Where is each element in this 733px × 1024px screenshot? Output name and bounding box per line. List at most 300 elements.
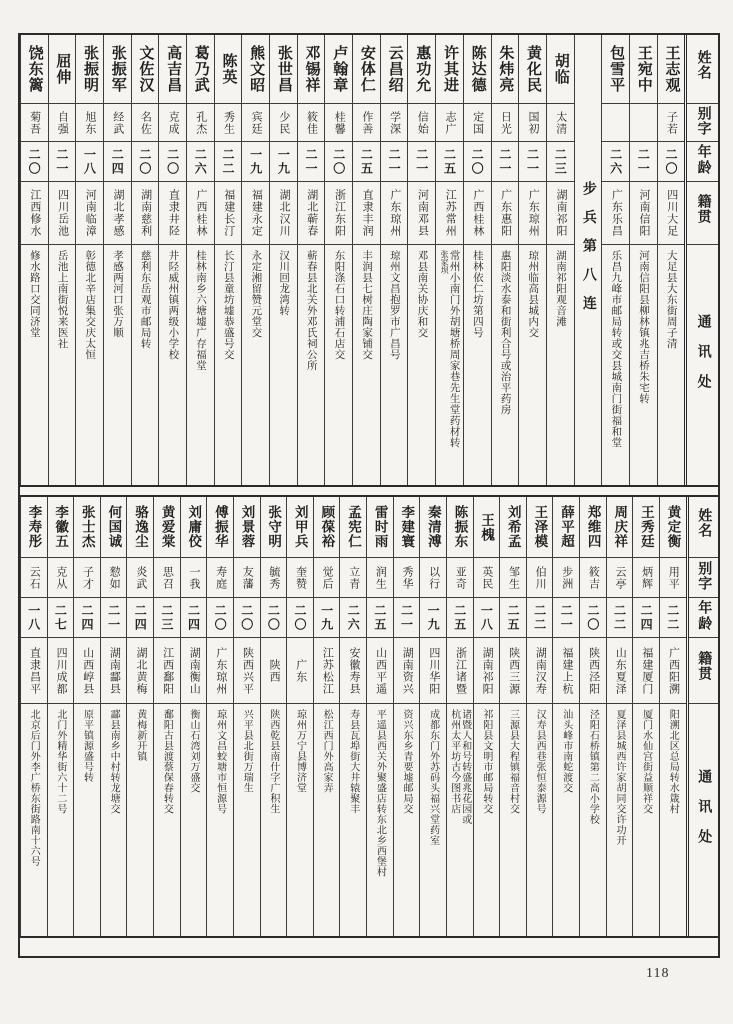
person-contact-cell [580,704,606,936]
person-native-place: 广东琼州 [214,646,227,695]
person-name: 张守明 [266,505,282,549]
person-age: 二五 [442,147,457,176]
person-native-place-cell [500,638,526,704]
person-native-place-cell [287,638,313,704]
header-native-place-label: 籍贯 [696,651,712,682]
person-age: 一八 [26,603,41,632]
person-courtesy-cell [353,104,380,142]
person-native-place-cell [74,638,100,704]
person-courtesy-name: 伯川 [534,565,547,590]
person-contact-cell [298,245,325,485]
person-age: 二二 [665,603,680,632]
person-contact-line1: 惠阳淡水泰和街利合号或治平药房 [499,250,511,415]
person-name-cell [367,497,393,558]
person-age-cell [181,598,207,638]
page-number: 118 [646,966,670,981]
header-native-place [689,638,718,704]
person-contact-line1: 原平镇源盛号转 [81,709,93,783]
person-contact-line1: 夏泽县城西许家胡同交许功开 [613,709,625,846]
person-age-cell [154,598,180,638]
person-age: 二〇 [165,147,180,176]
person-name-cell [602,35,629,104]
person-courtesy-cell [287,558,313,598]
person-name: 朱炜亮 [497,45,514,93]
person-courtesy-cell [325,104,352,142]
person-contact-cell [381,245,408,485]
person-name-cell [234,497,260,558]
person-name: 周庆祥 [612,505,628,549]
person-name: 李寿彤 [26,505,42,549]
person-contact-line1: 常州小南门外胡塘桥周家巷先生堂药材转 [448,250,460,448]
person-contact-cell [658,245,685,485]
person-age: 二一 [387,147,402,176]
person-age: 二七 [53,603,68,632]
person-courtesy-name: 旭东 [84,110,97,135]
person-native-place-cell [408,182,435,245]
person-native-place-cell [353,182,380,245]
person-native-place-cell [314,638,340,704]
person-age-cell [270,142,297,182]
roster-column [131,35,159,485]
person-native-place-cell [187,182,214,245]
person-age-cell [325,142,352,182]
person-courtesy-name: 筱吉 [587,565,600,590]
person-name-cell [207,497,233,558]
person-age-cell [298,142,325,182]
person-name-cell [580,497,606,558]
person-contact [610,250,622,448]
person-contact-cell [314,704,340,936]
person-contact [268,709,279,814]
person-native-place: 广西阳溯 [667,646,680,695]
person-contact-line1: 琼州文昌抱罗市广昌号 [388,250,400,360]
person-courtesy-name: 寿庭 [214,565,227,590]
person-courtesy-name: 亚奇 [454,565,467,590]
roster-column [518,35,546,485]
person-courtesy-cell [104,104,131,142]
roster-column [366,497,393,936]
roster-column [463,35,491,485]
person-contact-line1: 酃县南乡中村转龙塘交 [108,709,120,814]
person-name-cell [298,35,325,104]
person-contact-cell [367,704,393,936]
person-contact-cell [394,704,420,936]
roster-column [552,497,579,936]
person-age: 二〇 [27,147,42,176]
person-courtesy-name: 英民 [480,565,493,590]
person-name: 熊文昭 [248,45,265,93]
person-name: 李建寰 [399,505,415,549]
person-age: 一八 [479,603,494,632]
person-native-place-cell [447,638,473,704]
person-contact-cell [408,245,435,485]
person-age-cell [104,142,131,182]
person-age-cell [132,142,159,182]
person-contact [294,709,305,793]
person-courtesy-name: 愸如 [108,565,121,590]
person-name-cell [464,35,491,104]
header-name [689,497,718,558]
person-courtesy-name: 克从 [54,565,67,590]
person-name: 葛乃武 [192,45,209,93]
person-age-cell [21,598,47,638]
roster-column [100,497,127,936]
roster-column [407,35,435,485]
person-courtesy-name: 秀华 [400,565,413,590]
person-age: 二〇 [137,147,152,176]
person-contact-cell [527,704,553,936]
person-native-place-cell [519,182,546,245]
roster-column [75,35,103,485]
person-native-place: 河南临漳 [84,189,97,237]
person-courtesy-name: 一我 [187,565,200,590]
person-contact [81,709,92,783]
person-contact [587,709,598,825]
person-courtesy-cell [21,104,48,142]
person-courtesy-cell [159,104,186,142]
person-name-cell [408,35,435,104]
person-name: 王泽模 [532,505,548,549]
person-native-place: 山西崞县 [81,646,94,695]
person-courtesy-cell [633,558,659,598]
person-age: 二五 [505,603,520,632]
person-age: 二〇 [663,147,678,176]
person-age-cell [500,598,526,638]
person-name: 张世昌 [275,45,292,93]
person-courtesy-name: 云石 [28,565,41,590]
person-contact-cell [340,704,366,936]
roster-column [499,497,526,936]
header-contact [687,245,718,485]
person-contact-line1: 鄱阳古县渡蔡保春转交 [161,709,173,814]
person-age-cell [261,598,287,638]
person-courtesy-name: 思召 [161,565,174,590]
person-name-cell [394,497,420,558]
person-native-place: 四川成都 [55,646,68,695]
person-age: 二一 [636,147,651,176]
person-native-place: 河南信阳 [638,189,651,237]
person-courtesy-name: 桂馨 [333,110,346,135]
person-native-place-cell [21,638,47,704]
person-age-cell [207,598,233,638]
person-contact-cell [287,704,313,936]
person-name: 黄化民 [525,45,542,93]
person-name: 卢翰章 [331,45,348,93]
person-name-cell [181,497,207,558]
person-native-place-cell [270,182,297,245]
person-courtesy-cell [261,558,287,598]
person-age: 二五 [372,603,387,632]
person-contact [278,250,290,316]
person-contact-cell [187,245,214,485]
person-courtesy-name: 友藩 [241,565,254,590]
roster-column [158,35,186,485]
header-name-label: 姓名 [695,49,711,80]
person-courtesy-name: 筱佳 [305,110,318,135]
person-native-place: 四川岳池 [56,189,69,237]
person-name: 邓锡祥 [303,45,320,93]
person-native-place-cell [154,638,180,704]
person-contact [416,250,428,338]
person-contact-cell [76,245,103,485]
person-name: 云昌绍 [386,45,403,93]
person-age-cell [127,598,153,638]
person-age-cell [474,598,500,638]
person-native-place: 湖南慈利 [139,189,152,237]
person-contact [321,709,332,793]
person-native-place: 陕西三源 [507,646,520,695]
person-contact-cell [633,704,659,936]
person-courtesy-name: 太清 [554,110,567,135]
person-contact-line1: 蕲春县北关外邓氏祠公所 [305,250,317,371]
person-age: 二〇 [213,603,228,632]
person-contact-line1: 阳溯北区总局转水箴村 [667,709,679,814]
header-contact-label: 通讯处 [695,314,711,405]
person-contact-cell [474,704,500,936]
roster-column [579,497,606,936]
person-courtesy-name: 用平 [667,565,680,590]
person-age-cell [340,598,366,638]
person-native-place-cell [101,638,127,704]
person-courtesy-cell [580,558,606,598]
person-name: 黄爱棠 [159,505,175,549]
person-native-place-cell [298,182,325,245]
person-contact-line1: 平遥县西关外聚盛店转东北乡西堡村 [374,709,386,877]
person-courtesy-cell [74,558,100,598]
person-courtesy-name: 炳辉 [640,565,653,590]
person-age: 二六 [346,603,361,632]
person-age-cell [492,142,519,182]
person-age-cell [408,142,435,182]
person-contact-cell [21,704,47,936]
person-native-place: 广东乐昌 [610,189,623,237]
roster-column [73,497,100,936]
person-native-place-cell [660,638,686,704]
person-native-place-cell [547,182,574,245]
roster-column [352,35,380,485]
person-courtesy-name: 毓秀 [267,565,280,590]
person-courtesy-cell [527,558,553,598]
person-native-place: 浙江东阳 [333,189,346,237]
person-age-cell [580,598,606,638]
person-contact-cell [104,245,131,485]
person-age-cell [159,142,186,182]
person-contact-cell [207,704,233,936]
person-courtesy-name: 觉后 [321,565,334,590]
person-courtesy-cell [101,558,127,598]
roster-column [446,497,473,936]
person-native-place-cell [261,638,287,704]
person-native-place: 山东夏泽 [614,646,627,695]
person-contact [188,709,199,793]
person-courtesy-cell [474,558,500,598]
roster-column [206,497,233,936]
person-native-place-cell [630,182,657,245]
person-age: 二一 [525,147,540,176]
person-name-cell [132,35,159,104]
person-contact-line1: 兴平县北街万瑞生 [241,709,253,793]
person-native-place: 直隶昌平 [28,646,41,695]
person-courtesy-cell [420,558,446,598]
person-age-cell [367,598,393,638]
person-contact [471,250,483,338]
person-courtesy-cell [48,558,74,598]
person-name: 王宛中 [635,45,652,93]
person-contact-cell [21,245,48,485]
person-courtesy-cell [630,104,657,142]
person-name: 李徽五 [53,505,69,549]
person-contact-line1: 湖南祁阳观音滩 [554,250,566,327]
person-name-cell [658,35,685,104]
person-name-cell [607,497,633,558]
person-contact [348,709,359,814]
person-contact [428,709,439,846]
person-name-cell [261,497,287,558]
person-name-cell [74,497,100,558]
person-courtesy-name: 菊吾 [28,110,41,135]
person-contact-line1: 北京后门外李广桥东街路南十六号 [28,709,40,867]
person-courtesy-cell [408,104,435,142]
person-native-place: 山西平遥 [374,646,387,695]
person-age: 一九 [319,603,334,632]
person-contact-line1: 桂林南乡六塘墟广存福堂 [195,250,207,371]
person-contact-cell [48,704,74,936]
person-native-place: 福建上杭 [560,646,573,695]
person-contact-line1: 陕西乾县南什字广积生 [267,709,279,814]
person-name: 王志观 [663,45,680,93]
person-name-cell [553,497,579,558]
person-native-place: 湖北蕲春 [305,189,318,237]
person-contact [499,250,511,415]
person-age-cell [101,598,127,638]
person-name-cell [660,497,686,558]
person-native-place: 四川大足 [665,189,678,237]
person-name: 陈英 [220,53,237,85]
section-divider-column [574,35,602,485]
person-name-cell [633,497,659,558]
person-courtesy-cell [394,558,420,598]
person-name: 包雪平 [608,45,625,93]
person-native-place: 湖南汉寿 [534,646,547,695]
person-age-cell [553,598,579,638]
person-native-place: 福建永定 [250,189,263,237]
person-contact-cell [270,245,297,485]
person-native-place-cell [527,638,553,704]
person-age-cell [519,142,546,182]
person-name-cell [270,35,297,104]
person-age-cell [447,598,473,638]
person-courtesy-name: 信始 [416,110,429,135]
person-name: 骆逸尘 [132,505,148,549]
roster-column [186,35,214,485]
roster-column [126,497,153,936]
person-courtesy-cell [181,558,207,598]
person-age-cell [394,598,420,638]
person-native-place-cell [367,638,393,704]
roster-column [20,35,48,485]
person-name: 刘甲兵 [292,505,308,549]
person-contact-line1: 三源县大程镇福音村交 [507,709,519,814]
person-age: 二六 [193,147,208,176]
roster-column [47,497,74,936]
person-age: 一九 [276,147,291,176]
person-age: 二六 [608,147,623,176]
person-contact-cell [215,245,242,485]
person-contact-cell [607,704,633,936]
person-name-cell [76,35,103,104]
person-name-cell [159,35,186,104]
person-contact [135,709,146,762]
person-name: 何国诚 [106,505,122,549]
roster-column [659,497,686,936]
header-age [687,142,718,182]
person-courtesy-name: 作善 [360,110,373,135]
person-native-place: 四川华阳 [427,646,440,695]
person-age: 二五 [359,147,374,176]
person-native-place: 广西桂林 [471,189,484,237]
person-contact [481,709,492,814]
person-native-place-cell [474,638,500,704]
person-courtesy-name: 子才 [81,565,94,590]
person-name: 张振明 [82,45,99,93]
person-contact-line1: 永定湘留赞元堂交 [250,250,262,338]
person-age-cell [436,142,463,182]
block-divider-gap [20,487,718,495]
person-contact-line1: 邓县南关协庆和交 [416,250,428,338]
person-native-place: 广东 [294,658,307,683]
person-contact-line1: 衡山石湾刘万盛交 [187,709,199,793]
person-courtesy-cell [500,558,526,598]
roster-column [632,497,659,936]
person-name-cell [21,497,47,558]
person-contact-cell [602,245,629,485]
header-native-place-label: 籍贯 [695,193,711,224]
person-courtesy-name: 以行 [427,565,440,590]
person-courtesy-name: 孔杰 [194,110,207,135]
person-contact [439,250,459,448]
roster-column [241,35,269,485]
person-courtesy-name: 立青 [347,565,360,590]
person-name-cell [127,497,153,558]
person-contact [28,250,40,338]
person-name-cell [215,35,242,104]
person-courtesy-cell [660,558,686,598]
person-name: 王秀廷 [638,505,654,549]
person-native-place-cell [76,182,103,245]
person-native-place-cell [658,182,685,245]
person-age: 二一 [304,147,319,176]
person-age-cell [464,142,491,182]
person-native-place: 湖南祁阳 [554,189,567,237]
person-courtesy-cell [76,104,103,142]
person-name-cell [519,35,546,104]
person-contact [449,709,471,825]
person-courtesy-cell [49,104,76,142]
person-age: 二二 [612,603,627,632]
person-contact [108,709,119,814]
person-contact-line1: 孝感两河口张万顺 [111,250,123,338]
person-name-cell [340,497,366,558]
roster-column [473,497,500,936]
person-native-place: 湖北黄梅 [134,646,147,695]
person-contact-line1: 汉川回龙湾转 [278,250,290,316]
person-contact [56,250,68,349]
person-native-place: 湖北孝感 [111,189,124,237]
person-age: 一九 [426,603,441,632]
person-contact-line1: 乐昌九峰市邮局转或交县城南门街福和堂 [610,250,622,448]
person-contact-cell [492,245,519,485]
person-name-cell [500,497,526,558]
